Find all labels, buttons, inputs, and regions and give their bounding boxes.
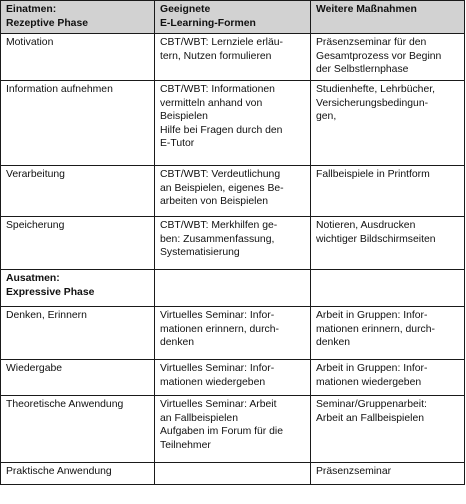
phase-cell: Speicherung [1, 216, 155, 269]
phase-cell: Praktische Anwendung [1, 462, 155, 484]
elearning-cell: CBT/WBT: Verdeutlichung an Beispielen, eigenes Be- arbeiten von Beispielen [155, 165, 311, 216]
table-row [1, 34, 465, 81]
elearning-cell: CBT/WBT: Lernziele erläu- tern, Nutzen formulieren [155, 34, 311, 81]
header-elearning-forms: Geeignete E-Learning-Formen [155, 1, 311, 34]
table-row [1, 462, 465, 484]
elearning-cell: CBT/WBT: Merkhilfen ge- ben: Zusammenfassung, Systematisierung [155, 216, 311, 269]
table-header [1, 1, 465, 34]
phase-cell: Verarbeitung [1, 165, 155, 216]
empty-cell [155, 269, 311, 306]
phase-cell: Wiedergabe [1, 359, 155, 395]
header-phase: Einatmen: Rezeptive Phase [1, 1, 155, 34]
table-row [1, 80, 465, 165]
measures-cell: Präsenzseminar [311, 462, 465, 484]
phase-cell: Denken, Erinnern [1, 306, 155, 359]
measures-cell: Arbeit in Gruppen: Infor- mationen erinnern, durch- denken [311, 306, 465, 359]
measures-cell: Notieren, Ausdrucken wichtiger Bildschirmseiten [311, 216, 465, 269]
phase-cell: Theoretische Anwendung [1, 395, 155, 462]
elearning-cell [155, 462, 311, 484]
elearning-cell: CBT/WBT: Informationen vermitteln anhand von Beispielen Hilfe bei Fragen durch den E-Tutor [155, 80, 311, 165]
table-row [1, 165, 465, 216]
table-row [1, 359, 465, 395]
empty-cell [311, 269, 465, 306]
elearning-cell: Virtuelles Seminar: Infor- mationen wiedergeben [155, 359, 311, 395]
elearning-cell: Virtuelles Seminar: Arbeit an Fallbeispielen Aufgaben im Forum für die Teilnehmer [155, 395, 311, 462]
phase-cell: Information aufnehmen [1, 80, 155, 165]
table-row [1, 395, 465, 462]
measures-cell: Seminar/Gruppenarbeit: Arbeit an Fallbeispielen [311, 395, 465, 462]
measures-cell: Fallbeispiele in Printform [311, 165, 465, 216]
table-body [1, 34, 465, 485]
measures-cell: Arbeit in Gruppen: Infor- mationen wiedergeben [311, 359, 465, 395]
section-row [1, 269, 465, 306]
phase-cell: Motivation [1, 34, 155, 81]
header-further-measures: Weitere Maßnahmen [311, 1, 465, 34]
measures-cell: Präsenzseminar für den Gesamtprozess vor Beginn der Selbstlernphase [311, 34, 465, 81]
header-row [1, 1, 465, 34]
table-row [1, 216, 465, 269]
measures-cell: Studienhefte, Lehrbücher, Versicherungsbedingun- gen, [311, 80, 465, 165]
table-row [1, 306, 465, 359]
section-title: Ausatmen: Expressive Phase [1, 269, 155, 306]
elearning-cell: Virtuelles Seminar: Infor- mationen erinnern, durch- denken [155, 306, 311, 359]
